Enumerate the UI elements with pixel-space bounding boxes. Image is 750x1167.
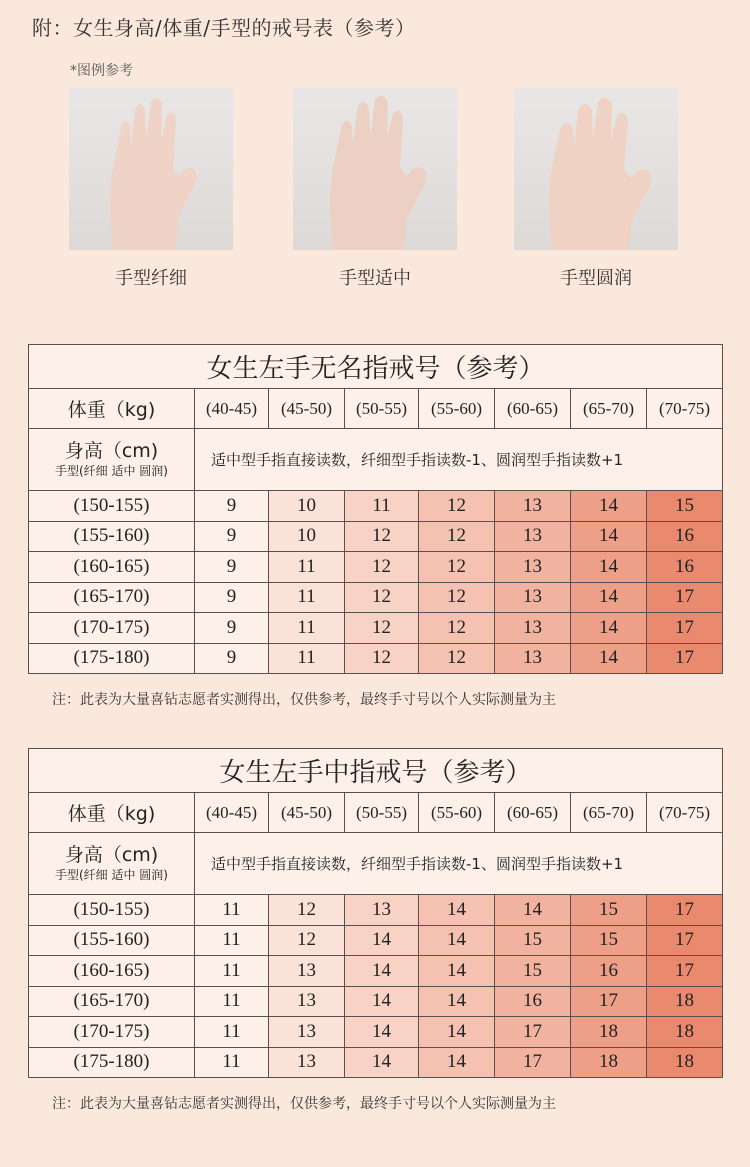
ring-size-cell: 14: [571, 613, 647, 644]
ring-size-cell: 14: [419, 986, 495, 1017]
table-row: [29, 1017, 723, 1048]
ring-size-cell: 15: [571, 925, 647, 956]
ring-size-cell: 14: [345, 956, 419, 987]
weight-label: 体重（kg): [29, 793, 195, 833]
ring-size-cell: 17: [647, 613, 723, 644]
table-note: 注：此表为大量喜钻志愿者实测得出，仅供参考，最终手寸号以个人实际测量为主: [52, 1096, 556, 1112]
legend-note: *图例参考: [70, 63, 133, 79]
height-label: 身高（cm): [64, 843, 159, 866]
ring-size-cell: 18: [571, 1017, 647, 1048]
hand-card-round: [514, 88, 678, 290]
table-note: 注：此表为大量喜钻志愿者实测得出，仅供参考，最终手寸号以个人实际测量为主: [52, 692, 556, 708]
ring-size-cell: 13: [269, 1017, 345, 1048]
hand-photo-slim: [69, 88, 233, 250]
weight-range: (55-60): [419, 389, 495, 429]
ring-size-cell: 9: [195, 582, 269, 613]
ring-size-cell: 12: [419, 521, 495, 552]
ring-size-cell: 14: [571, 521, 647, 552]
ring-size-cell: 11: [195, 925, 269, 956]
ring-size-cell: 18: [647, 1017, 723, 1048]
ring-size-cell: 12: [345, 582, 419, 613]
ring-size-cell: 13: [495, 613, 571, 644]
height-range: (155-160): [29, 521, 195, 552]
ring-size-cell: 9: [195, 491, 269, 522]
weight-range: (60-65): [495, 793, 571, 833]
hand-type-label: 手型(纤细 适中 圆润): [55, 867, 168, 882]
ring-size-cell: 17: [647, 956, 723, 987]
ring-size-cell: 13: [345, 895, 419, 926]
table-row: [29, 956, 723, 987]
ring-size-table-ring-finger: [28, 344, 722, 674]
ring-size-cell: 11: [195, 986, 269, 1017]
table-row: [29, 643, 723, 674]
ring-size-cell: 13: [269, 956, 345, 987]
ring-size-cell: 17: [571, 986, 647, 1017]
ring-size-cell: 14: [345, 1047, 419, 1078]
ring-size-cell: 14: [345, 925, 419, 956]
table-row: [29, 1047, 723, 1078]
ring-size-cell: 15: [571, 895, 647, 926]
ring-size-cell: 16: [571, 956, 647, 987]
ring-size-cell: 14: [571, 491, 647, 522]
ring-size-cell: 12: [419, 643, 495, 674]
ring-size-cell: 14: [345, 1017, 419, 1048]
weight-range: (40-45): [195, 793, 269, 833]
weight-range: (50-55): [345, 389, 419, 429]
height-label-cell: [29, 833, 195, 895]
hand-card-slim: [69, 88, 233, 290]
weight-label: 体重（kg): [29, 389, 195, 429]
ring-size-cell: 14: [419, 895, 495, 926]
hand-caption-round: 手型圆润: [560, 268, 632, 289]
weight-range: (65-70): [571, 389, 647, 429]
ring-size-cell: 10: [269, 491, 345, 522]
weight-range: (70-75): [647, 793, 723, 833]
ring-size-cell: 15: [647, 491, 723, 522]
ring-size-cell: 12: [345, 643, 419, 674]
height-label-cell: [29, 429, 195, 491]
table-row: [29, 552, 723, 583]
ring-size-cell: 12: [269, 895, 345, 926]
height-range: (170-175): [29, 1017, 195, 1048]
ring-size-cell: 15: [495, 925, 571, 956]
ring-size-cell: 14: [419, 956, 495, 987]
ring-size-cell: 13: [269, 986, 345, 1017]
ring-size-cell: 14: [571, 643, 647, 674]
reading-hint: 适中型手指直接读数，纤细型手指读数-1、圆润型手指读数+1: [195, 833, 723, 895]
ring-size-cell: 9: [195, 521, 269, 552]
ring-size-cell: 9: [195, 552, 269, 583]
ring-size-cell: 17: [647, 895, 723, 926]
ring-size-cell: 12: [419, 582, 495, 613]
weight-range: (70-75): [647, 389, 723, 429]
ring-size-cell: 14: [419, 925, 495, 956]
height-label: 身高（cm): [64, 439, 159, 462]
ring-size-cell: 17: [647, 925, 723, 956]
ring-size-cell: 14: [495, 895, 571, 926]
ring-size-cell: 12: [345, 521, 419, 552]
ring-size-cell: 13: [495, 491, 571, 522]
weight-range: (50-55): [345, 793, 419, 833]
table-row: [29, 491, 723, 522]
ring-size-cell: 11: [269, 613, 345, 644]
ring-size-cell: 13: [495, 643, 571, 674]
table-row: [29, 925, 723, 956]
ring-size-cell: 9: [195, 643, 269, 674]
ring-size-cell: 14: [571, 582, 647, 613]
ring-size-cell: 16: [647, 552, 723, 583]
ring-size-cell: 11: [195, 956, 269, 987]
hand-card-medium: [293, 88, 457, 290]
ring-size-cell: 11: [269, 552, 345, 583]
height-range: (150-155): [29, 491, 195, 522]
height-range: (170-175): [29, 613, 195, 644]
ring-size-cell: 12: [419, 491, 495, 522]
weight-range: (45-50): [269, 793, 345, 833]
table-row: [29, 986, 723, 1017]
ring-size-cell: 14: [419, 1017, 495, 1048]
ring-size-cell: 12: [419, 552, 495, 583]
ring-size-cell: 18: [647, 1047, 723, 1078]
table-row: [29, 521, 723, 552]
ring-size-cell: 10: [269, 521, 345, 552]
hand-photo-round: [514, 88, 678, 250]
table-title: 女生左手无名指戒号（参考）: [29, 345, 723, 389]
ring-size-cell: 11: [269, 582, 345, 613]
ring-size-cell: 18: [647, 986, 723, 1017]
table-row: [29, 613, 723, 644]
ring-size-cell: 12: [345, 613, 419, 644]
ring-size-cell: 13: [495, 521, 571, 552]
hand-type-label: 手型(纤细 适中 圆润): [55, 463, 168, 478]
height-range: (150-155): [29, 895, 195, 926]
height-range: (165-170): [29, 986, 195, 1017]
height-range: (160-165): [29, 956, 195, 987]
hand-photo-medium: [293, 88, 457, 250]
height-range: (175-180): [29, 1047, 195, 1078]
weight-range: (45-50): [269, 389, 345, 429]
ring-size-cell: 13: [495, 552, 571, 583]
weight-range: (55-60): [419, 793, 495, 833]
height-range: (165-170): [29, 582, 195, 613]
table-title: 女生左手中指戒号（参考）: [29, 749, 723, 793]
ring-size-cell: 17: [647, 643, 723, 674]
ring-size-cell: 12: [269, 925, 345, 956]
weight-range: (40-45): [195, 389, 269, 429]
hand-caption-medium: 手型适中: [339, 268, 411, 289]
ring-size-cell: 14: [571, 552, 647, 583]
ring-size-cell: 11: [195, 1047, 269, 1078]
hand-caption-slim: 手型纤细: [115, 268, 187, 289]
ring-size-cell: 18: [571, 1047, 647, 1078]
height-range: (160-165): [29, 552, 195, 583]
ring-size-cell: 13: [269, 1047, 345, 1078]
ring-size-cell: 12: [419, 613, 495, 644]
ring-size-cell: 13: [495, 582, 571, 613]
weight-range: (65-70): [571, 793, 647, 833]
ring-size-cell: 11: [345, 491, 419, 522]
reading-hint: 适中型手指直接读数，纤细型手指读数-1、圆润型手指读数+1: [195, 429, 723, 491]
ring-size-cell: 17: [647, 582, 723, 613]
table-body: [29, 491, 723, 674]
ring-size-cell: 15: [495, 956, 571, 987]
ring-size-cell: 17: [495, 1017, 571, 1048]
table-row: [29, 582, 723, 613]
ring-size-cell: 14: [345, 986, 419, 1017]
ring-size-cell: 16: [647, 521, 723, 552]
ring-size-cell: 17: [495, 1047, 571, 1078]
page-heading: 附：女生身高/体重/手型的戒号表（参考）: [32, 16, 416, 40]
height-range: (155-160): [29, 925, 195, 956]
ring-size-cell: 16: [495, 986, 571, 1017]
table-body: [29, 895, 723, 1078]
weight-range: (60-65): [495, 389, 571, 429]
ring-size-cell: 11: [269, 643, 345, 674]
ring-size-cell: 11: [195, 1017, 269, 1048]
ring-size-cell: 14: [419, 1047, 495, 1078]
ring-size-cell: 9: [195, 613, 269, 644]
ring-size-cell: 11: [195, 895, 269, 926]
height-range: (175-180): [29, 643, 195, 674]
ring-size-cell: 12: [345, 552, 419, 583]
ring-size-table-middle-finger: [28, 748, 722, 1078]
table-row: [29, 895, 723, 926]
